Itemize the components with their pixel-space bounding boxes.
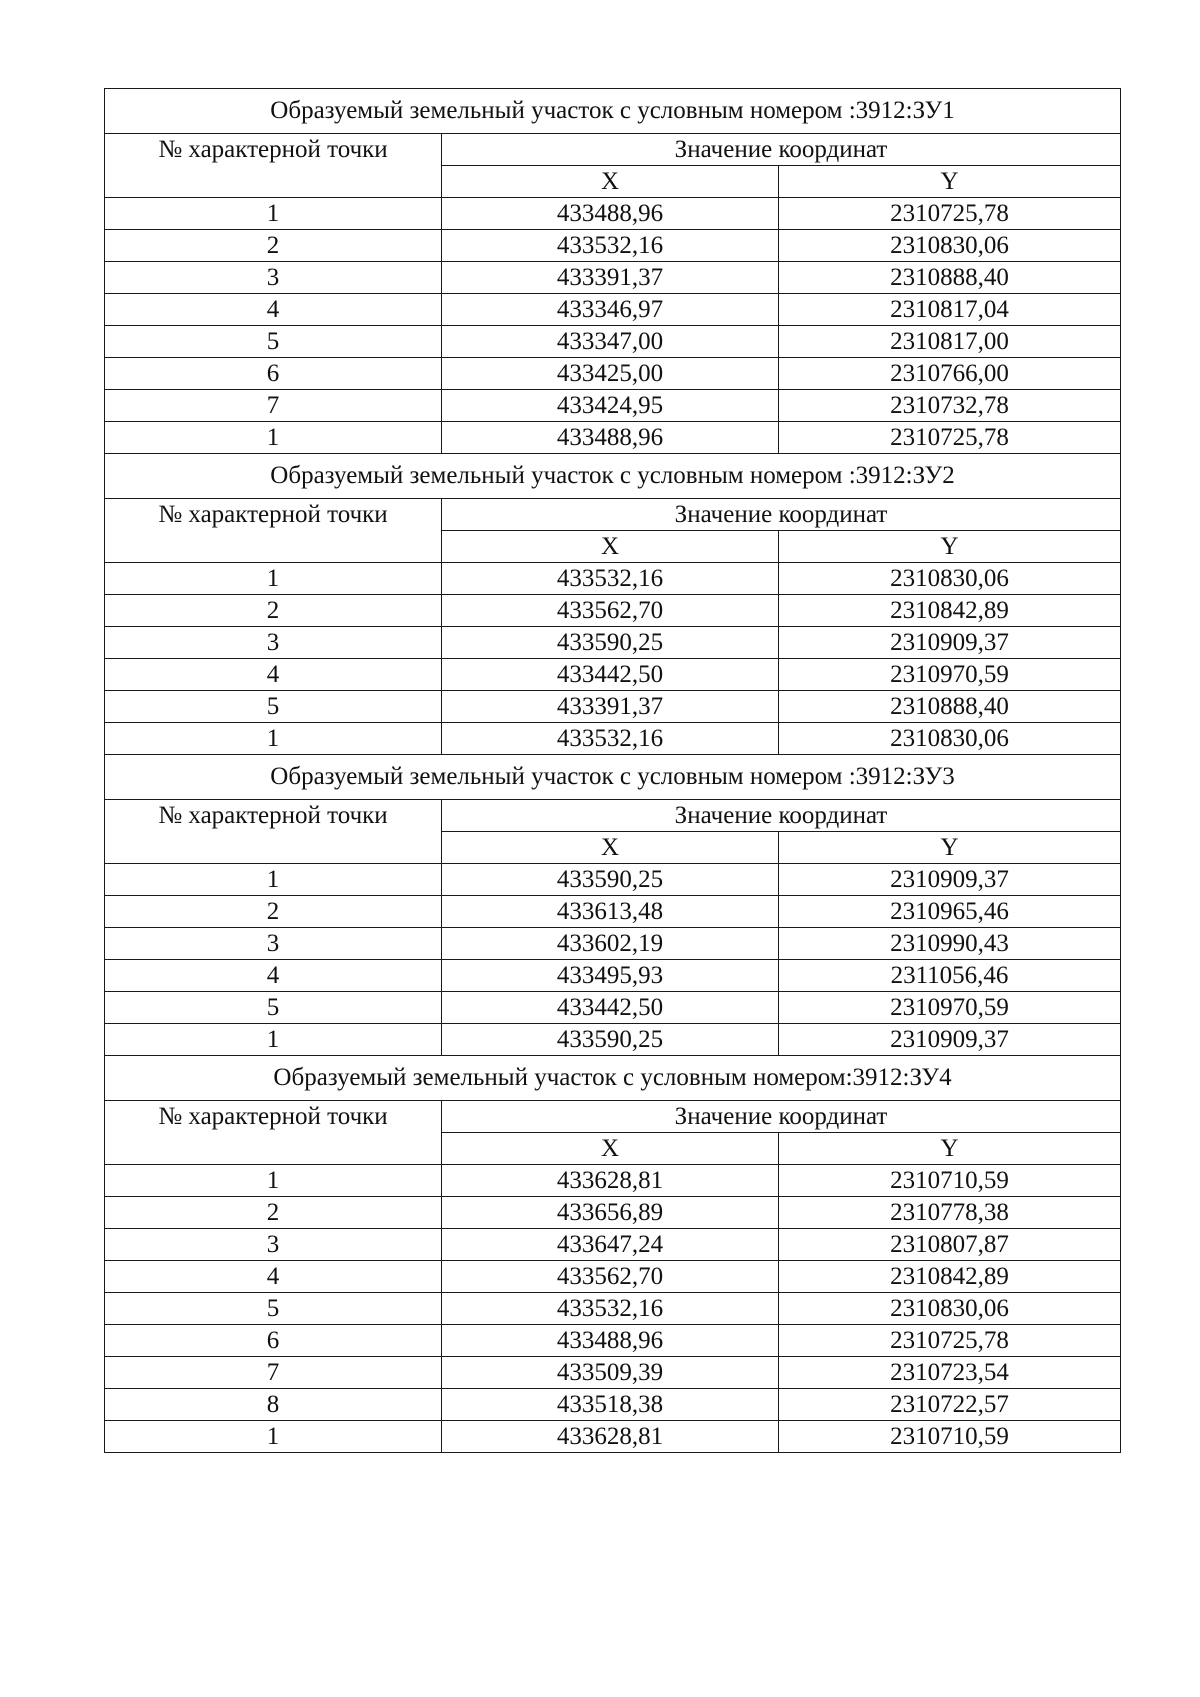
point-number-cell: 3: [105, 262, 442, 294]
x-header: X: [442, 531, 779, 563]
table-row: [105, 928, 1121, 960]
y-header: Y: [779, 1133, 1121, 1165]
y-coordinate-cell: 2310965,46: [779, 896, 1121, 928]
table-row: [105, 1389, 1121, 1421]
y-coordinate-cell: 2310830,06: [779, 230, 1121, 262]
plot-header-row: [105, 1101, 1121, 1133]
point-number-cell: 1: [105, 864, 442, 896]
y-coordinate-cell: 2311056,46: [779, 960, 1121, 992]
y-coordinate-cell: 2310909,37: [779, 627, 1121, 659]
x-header: X: [442, 1133, 779, 1165]
x-coordinate-cell: 433656,89: [442, 1197, 779, 1229]
coordinates-header: Значение координат: [442, 134, 1121, 166]
point-number-cell: 1: [105, 723, 442, 755]
point-number-cell: 6: [105, 358, 442, 390]
x-coordinate-cell: 433442,50: [442, 992, 779, 1024]
x-coordinate-cell: 433602,19: [442, 928, 779, 960]
y-coordinate-cell: 2310830,06: [779, 1293, 1121, 1325]
plot-title: Образуемый земельный участок с условным номером :3912:ЗУ1: [105, 89, 1121, 134]
point-number-cell: 1: [105, 563, 442, 595]
y-coordinate-cell: 2310970,59: [779, 992, 1121, 1024]
point-number-cell: 4: [105, 1261, 442, 1293]
point-number-cell: 1: [105, 1421, 442, 1453]
y-coordinate-cell: 2310817,00: [779, 326, 1121, 358]
table-row: [105, 326, 1121, 358]
x-coordinate-cell: 433562,70: [442, 1261, 779, 1293]
point-number-cell: 5: [105, 992, 442, 1024]
point-number-cell: 3: [105, 1229, 442, 1261]
plot-title-row: [105, 89, 1121, 134]
plot-header-row: [105, 800, 1121, 832]
x-coordinate-cell: 433532,16: [442, 723, 779, 755]
table-row: [105, 294, 1121, 326]
point-number-header: № характерной точки: [105, 134, 442, 198]
coordinates-header: Значение координат: [442, 499, 1121, 531]
table-row: [105, 198, 1121, 230]
table-row: [105, 992, 1121, 1024]
point-number-cell: 4: [105, 659, 442, 691]
y-coordinate-cell: 2310888,40: [779, 262, 1121, 294]
point-number-header: № характерной точки: [105, 499, 442, 563]
x-coordinate-cell: 433532,16: [442, 230, 779, 262]
table-row: [105, 358, 1121, 390]
coordinates-header: Значение координат: [442, 800, 1121, 832]
y-coordinate-cell: 2310725,78: [779, 1325, 1121, 1357]
table-row: [105, 896, 1121, 928]
table-row: [105, 422, 1121, 454]
x-coordinate-cell: 433495,93: [442, 960, 779, 992]
plot-coordinates-table: [104, 88, 1121, 1453]
y-coordinate-cell: 2310990,43: [779, 928, 1121, 960]
x-header: X: [442, 832, 779, 864]
point-number-cell: 6: [105, 1325, 442, 1357]
x-coordinate-cell: 433590,25: [442, 864, 779, 896]
y-coordinate-cell: 2310732,78: [779, 390, 1121, 422]
y-coordinate-cell: 2310710,59: [779, 1165, 1121, 1197]
plot-title-row: [105, 755, 1121, 800]
table-row: [105, 1293, 1121, 1325]
x-coordinate-cell: 433488,96: [442, 198, 779, 230]
table-row: [105, 723, 1121, 755]
x-coordinate-cell: 433442,50: [442, 659, 779, 691]
y-header: Y: [779, 832, 1121, 864]
point-number-cell: 3: [105, 928, 442, 960]
table-row: [105, 1357, 1121, 1389]
x-header: X: [442, 166, 779, 198]
x-coordinate-cell: 433346,97: [442, 294, 779, 326]
point-number-cell: 8: [105, 1389, 442, 1421]
point-number-cell: 7: [105, 390, 442, 422]
table-row: [105, 1421, 1121, 1453]
table-row: [105, 1261, 1121, 1293]
y-header: Y: [779, 531, 1121, 563]
coordinates-header: Значение координат: [442, 1101, 1121, 1133]
coordinates-document: [104, 88, 1120, 1453]
x-coordinate-cell: 433347,00: [442, 326, 779, 358]
x-coordinate-cell: 433532,16: [442, 563, 779, 595]
point-number-cell: 1: [105, 198, 442, 230]
point-number-cell: 5: [105, 691, 442, 723]
plot-title-row: [105, 454, 1121, 499]
point-number-cell: 1: [105, 1165, 442, 1197]
table-row: [105, 595, 1121, 627]
x-coordinate-cell: 433518,38: [442, 1389, 779, 1421]
y-coordinate-cell: 2310725,78: [779, 422, 1121, 454]
y-coordinate-cell: 2310909,37: [779, 1024, 1121, 1056]
table-row: [105, 563, 1121, 595]
table-row: [105, 960, 1121, 992]
table-row: [105, 1325, 1121, 1357]
y-coordinate-cell: 2310970,59: [779, 659, 1121, 691]
x-coordinate-cell: 433424,95: [442, 390, 779, 422]
table-row: [105, 691, 1121, 723]
point-number-cell: 2: [105, 595, 442, 627]
y-coordinate-cell: 2310830,06: [779, 723, 1121, 755]
y-coordinate-cell: 2310888,40: [779, 691, 1121, 723]
point-number-cell: 2: [105, 1197, 442, 1229]
y-coordinate-cell: 2310842,89: [779, 1261, 1121, 1293]
y-coordinate-cell: 2310807,87: [779, 1229, 1121, 1261]
x-coordinate-cell: 433488,96: [442, 1325, 779, 1357]
point-number-cell: 3: [105, 627, 442, 659]
plot-title: Образуемый земельный участок с условным номером:3912:ЗУ4: [105, 1056, 1121, 1101]
point-number-cell: 1: [105, 1024, 442, 1056]
y-coordinate-cell: 2310766,00: [779, 358, 1121, 390]
table-row: [105, 390, 1121, 422]
x-coordinate-cell: 433391,37: [442, 262, 779, 294]
y-coordinate-cell: 2310909,37: [779, 864, 1121, 896]
table-row: [105, 1229, 1121, 1261]
y-coordinate-cell: 2310710,59: [779, 1421, 1121, 1453]
point-number-cell: 4: [105, 294, 442, 326]
table-row: [105, 659, 1121, 691]
x-coordinate-cell: 433425,00: [442, 358, 779, 390]
table-row: [105, 230, 1121, 262]
plot-title: Образуемый земельный участок с условным номером :3912:ЗУ2: [105, 454, 1121, 499]
table-row: [105, 1197, 1121, 1229]
point-number-cell: 7: [105, 1357, 442, 1389]
x-coordinate-cell: 433532,16: [442, 1293, 779, 1325]
y-coordinate-cell: 2310817,04: [779, 294, 1121, 326]
x-coordinate-cell: 433509,39: [442, 1357, 779, 1389]
point-number-cell: 5: [105, 326, 442, 358]
y-coordinate-cell: 2310725,78: [779, 198, 1121, 230]
point-number-cell: 5: [105, 1293, 442, 1325]
table-row: [105, 262, 1121, 294]
x-coordinate-cell: 433590,25: [442, 627, 779, 659]
y-header: Y: [779, 166, 1121, 198]
point-number-header: № характерной точки: [105, 1101, 442, 1165]
point-number-cell: 2: [105, 896, 442, 928]
point-number-cell: 1: [105, 422, 442, 454]
x-coordinate-cell: 433628,81: [442, 1421, 779, 1453]
x-coordinate-cell: 433590,25: [442, 1024, 779, 1056]
y-coordinate-cell: 2310830,06: [779, 563, 1121, 595]
x-coordinate-cell: 433647,24: [442, 1229, 779, 1261]
table-row: [105, 864, 1121, 896]
x-coordinate-cell: 433628,81: [442, 1165, 779, 1197]
plot-title: Образуемый земельный участок с условным номером :3912:ЗУ3: [105, 755, 1121, 800]
x-coordinate-cell: 433488,96: [442, 422, 779, 454]
point-number-cell: 4: [105, 960, 442, 992]
x-coordinate-cell: 433562,70: [442, 595, 779, 627]
table-row: [105, 1165, 1121, 1197]
table-row: [105, 627, 1121, 659]
y-coordinate-cell: 2310778,38: [779, 1197, 1121, 1229]
x-coordinate-cell: 433613,48: [442, 896, 779, 928]
point-number-header: № характерной точки: [105, 800, 442, 864]
y-coordinate-cell: 2310842,89: [779, 595, 1121, 627]
plot-title-row: [105, 1056, 1121, 1101]
plot-header-row: [105, 499, 1121, 531]
table-row: [105, 1024, 1121, 1056]
y-coordinate-cell: 2310722,57: [779, 1389, 1121, 1421]
x-coordinate-cell: 433391,37: [442, 691, 779, 723]
point-number-cell: 2: [105, 230, 442, 262]
plot-header-row: [105, 134, 1121, 166]
y-coordinate-cell: 2310723,54: [779, 1357, 1121, 1389]
